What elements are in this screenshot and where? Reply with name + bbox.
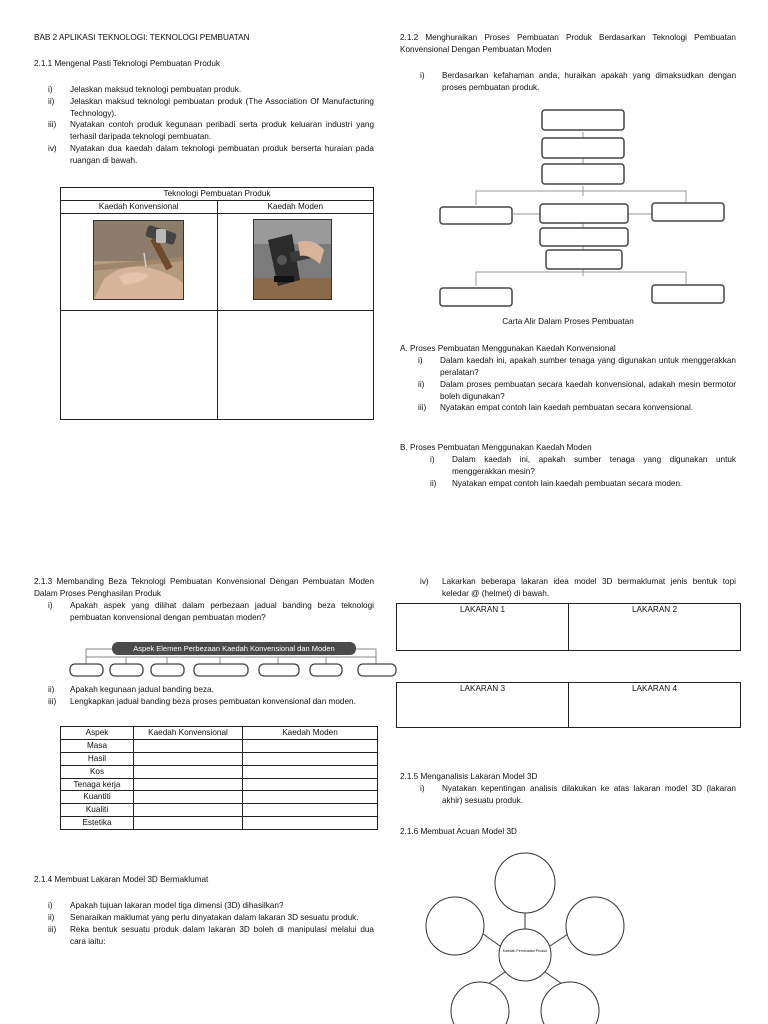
flow-box <box>440 288 512 306</box>
question-item: ii) Apakah kegunaan jadual banding beza. <box>48 685 214 694</box>
table-title: Teknologi Pembuatan Produk <box>61 188 374 201</box>
table-row: Hasil <box>61 752 378 765</box>
flow-box <box>542 110 624 130</box>
question-item: iii) Nyatakan empat contoh lain kaedah pembuatan secara konvensional. <box>418 403 694 413</box>
bubble-map <box>420 846 630 1024</box>
bubble-center-label: Kaedah Pembuatan Produk <box>502 949 548 953</box>
question-item: ii) Dalam proses pembuatan secara kaedah konvensional, adakah mesin bermotor boleh digunakan? <box>418 379 736 401</box>
question-item: ii) Senaraikan maklumat yang perlu dinyatakan dalam lakaran 3D sesuatu produk. <box>48 912 359 922</box>
col-conventional: Kaedah Konvensional <box>61 200 218 213</box>
flow-box <box>652 203 724 221</box>
section-b-title: B. Proses Pembuatan Menggunakan Kaedah Moden <box>400 443 592 452</box>
bubble <box>495 853 555 913</box>
header-aspek: Aspek <box>61 727 134 740</box>
aspect-box <box>310 664 342 676</box>
sketch-table-top <box>396 603 741 651</box>
right-top-column <box>400 32 736 94</box>
flow-box <box>542 138 624 158</box>
section-2-1-3-title: 2.1.3 Membanding Beza Teknologi Pembuatan Konvensional Dengan Pembuatan Moden Dalam Proses Penghasilan Produk <box>34 577 374 598</box>
answer-cell[interactable] <box>61 310 218 419</box>
aspect-box <box>259 664 299 676</box>
sketch-cell-2[interactable]: LAKARAN 2 <box>569 604 741 651</box>
question-item: ii) Jelaskan maksud teknologi pembuatan produk (The Association Of Manufacturing Technology). <box>48 96 374 118</box>
table-row: Kuantiti <box>61 791 378 804</box>
table-row: Kualiti <box>61 804 378 817</box>
nail-gun-photo <box>253 219 332 300</box>
flow-box <box>542 164 624 184</box>
table-row: Masa <box>61 739 378 752</box>
section-2-1-1-title: 2.1.1 Mengenal Pasti Teknologi Pembuatan Produk <box>34 58 221 68</box>
question-item: i) Berdasarkan kefahaman anda, huraikan apakah yang dimaksudkan dengan proses pembuatan produk. <box>420 70 736 92</box>
section-2-1-2-title: 2.1.2 Menghuraikan Proses Pembuatan Produk Berdasarkan Teknologi Pembuatan Konvensional Dengan Pembuatan Moden <box>400 33 736 54</box>
flow-box <box>440 207 512 224</box>
flow-box <box>546 250 622 269</box>
table-row: Estetika <box>61 817 378 830</box>
question-item: i) Apakah aspek yang dilihat dalam perbezaan jadual banding beza teknologi pembuatan konvensional dengan pembuatan moden? <box>48 600 374 622</box>
section-2-1-4 <box>34 874 374 947</box>
section-2-1-5-title: 2.1.5 Menganalisis Lakaran Model 3D <box>400 772 538 781</box>
sketch-cell-3[interactable]: LAKARAN 3 <box>397 683 569 728</box>
sketch-cell-4[interactable]: LAKARAN 4 <box>569 683 741 728</box>
aspect-box <box>358 664 396 676</box>
question-item: i) Nyatakan kepentingan analisis dilakukan ke atas lakaran model 3D (lakaran akhir) sesuatu produk. <box>420 783 736 805</box>
hammer-nail-photo <box>93 220 184 300</box>
col-modern: Kaedah Moden <box>217 200 374 213</box>
section-2-1-5 <box>400 771 736 807</box>
question-item: iv) Lakarkan beberapa lakaran idea model 3D bermaklumat jenis bentuk topi keledar @ (helmet) di bawah. <box>420 577 736 598</box>
left-top-column <box>34 32 374 167</box>
section-2-1-4-title: 2.1.4 Membuat Lakaran Model 3D Bermaklumat <box>34 875 209 884</box>
aspect-box <box>110 664 143 676</box>
question-item: iv) Nyatakan dua kaedah dalam teknologi pembuatan produk berserta huraian pada ruangan di bawah. <box>48 144 374 166</box>
question-2-1-4-iv <box>400 576 736 600</box>
question-item: i) Apakah tujuan lakaran model tiga dimensi (3D) dihasilkan? <box>48 900 284 910</box>
section-2-1-6-title: 2.1.6 Membuat Acuan Model 3D <box>400 827 517 836</box>
table-row: Tenaga kerja <box>61 778 378 791</box>
chapter-title: BAB 2 APLIKASI TEKNOLOGI: TEKNOLOGI PEMBUATAN <box>34 33 250 42</box>
question-item: iii) Lengkapkan jadual banding beza proses pembuatan konvensional dan moden. <box>48 696 356 706</box>
question-item: iii) Reka bentuk sesuatu produk dalam lakaran 3D boleh di manipulasi melalui dua cara iaitu: <box>48 924 374 946</box>
table-row: Kos <box>61 765 378 778</box>
header-moden: Kaedah Moden <box>243 727 378 740</box>
sketch-table-bottom <box>396 682 741 728</box>
questions-2-1-3 <box>48 684 374 708</box>
flow-box <box>652 285 724 303</box>
left-bottom-column <box>34 576 374 624</box>
section-a <box>400 343 736 414</box>
bubble <box>566 897 624 955</box>
flowchart-caption: Carta Alir Dalam Proses Pembuatan <box>502 317 634 326</box>
bubble <box>499 929 551 981</box>
bubble <box>451 982 509 1024</box>
flow-box <box>540 204 628 223</box>
bubble <box>426 897 484 955</box>
aspect-box <box>194 664 248 676</box>
section-b <box>400 442 736 490</box>
question-item: i) Jelaskan maksud teknologi pembuatan produk. <box>48 84 242 94</box>
section-a-title: A. Proses Pembuatan Menggunakan Kaedah Konvensional <box>400 344 616 353</box>
bubble <box>541 982 599 1024</box>
aspect-box <box>70 664 103 676</box>
question-item: i) Dalam kaedah ini, apakah sumber tenaga yang digunakan untuk menggerakkan peralatan? <box>418 355 736 377</box>
question-item: iii) Nyatakan contoh produk kegunaan peribadi serta produk keluaran industri yang terhasil daripada teknologi pembuatan. <box>48 120 374 142</box>
header-konvensional: Kaedah Konvensional <box>134 727 243 740</box>
comparison-table <box>60 726 378 830</box>
manufacturing-flowchart <box>430 104 746 310</box>
aspect-box <box>151 664 184 676</box>
sketch-cell-1[interactable]: LAKARAN 1 <box>397 604 569 651</box>
question-item: ii) Nyatakan empat contoh lain kaedah pembuatan secara moden. <box>430 478 683 488</box>
question-item: i) Dalam kaedah ini, apakah sumber tenaga yang digunakan untuk menggerakkan mesin? <box>430 454 736 476</box>
flow-box <box>540 228 628 246</box>
aspect-banner-label: Aspek Elemen Perbezaan Kaedah Konvensional dan Moden <box>133 644 335 653</box>
answer-cell[interactable] <box>217 310 374 419</box>
